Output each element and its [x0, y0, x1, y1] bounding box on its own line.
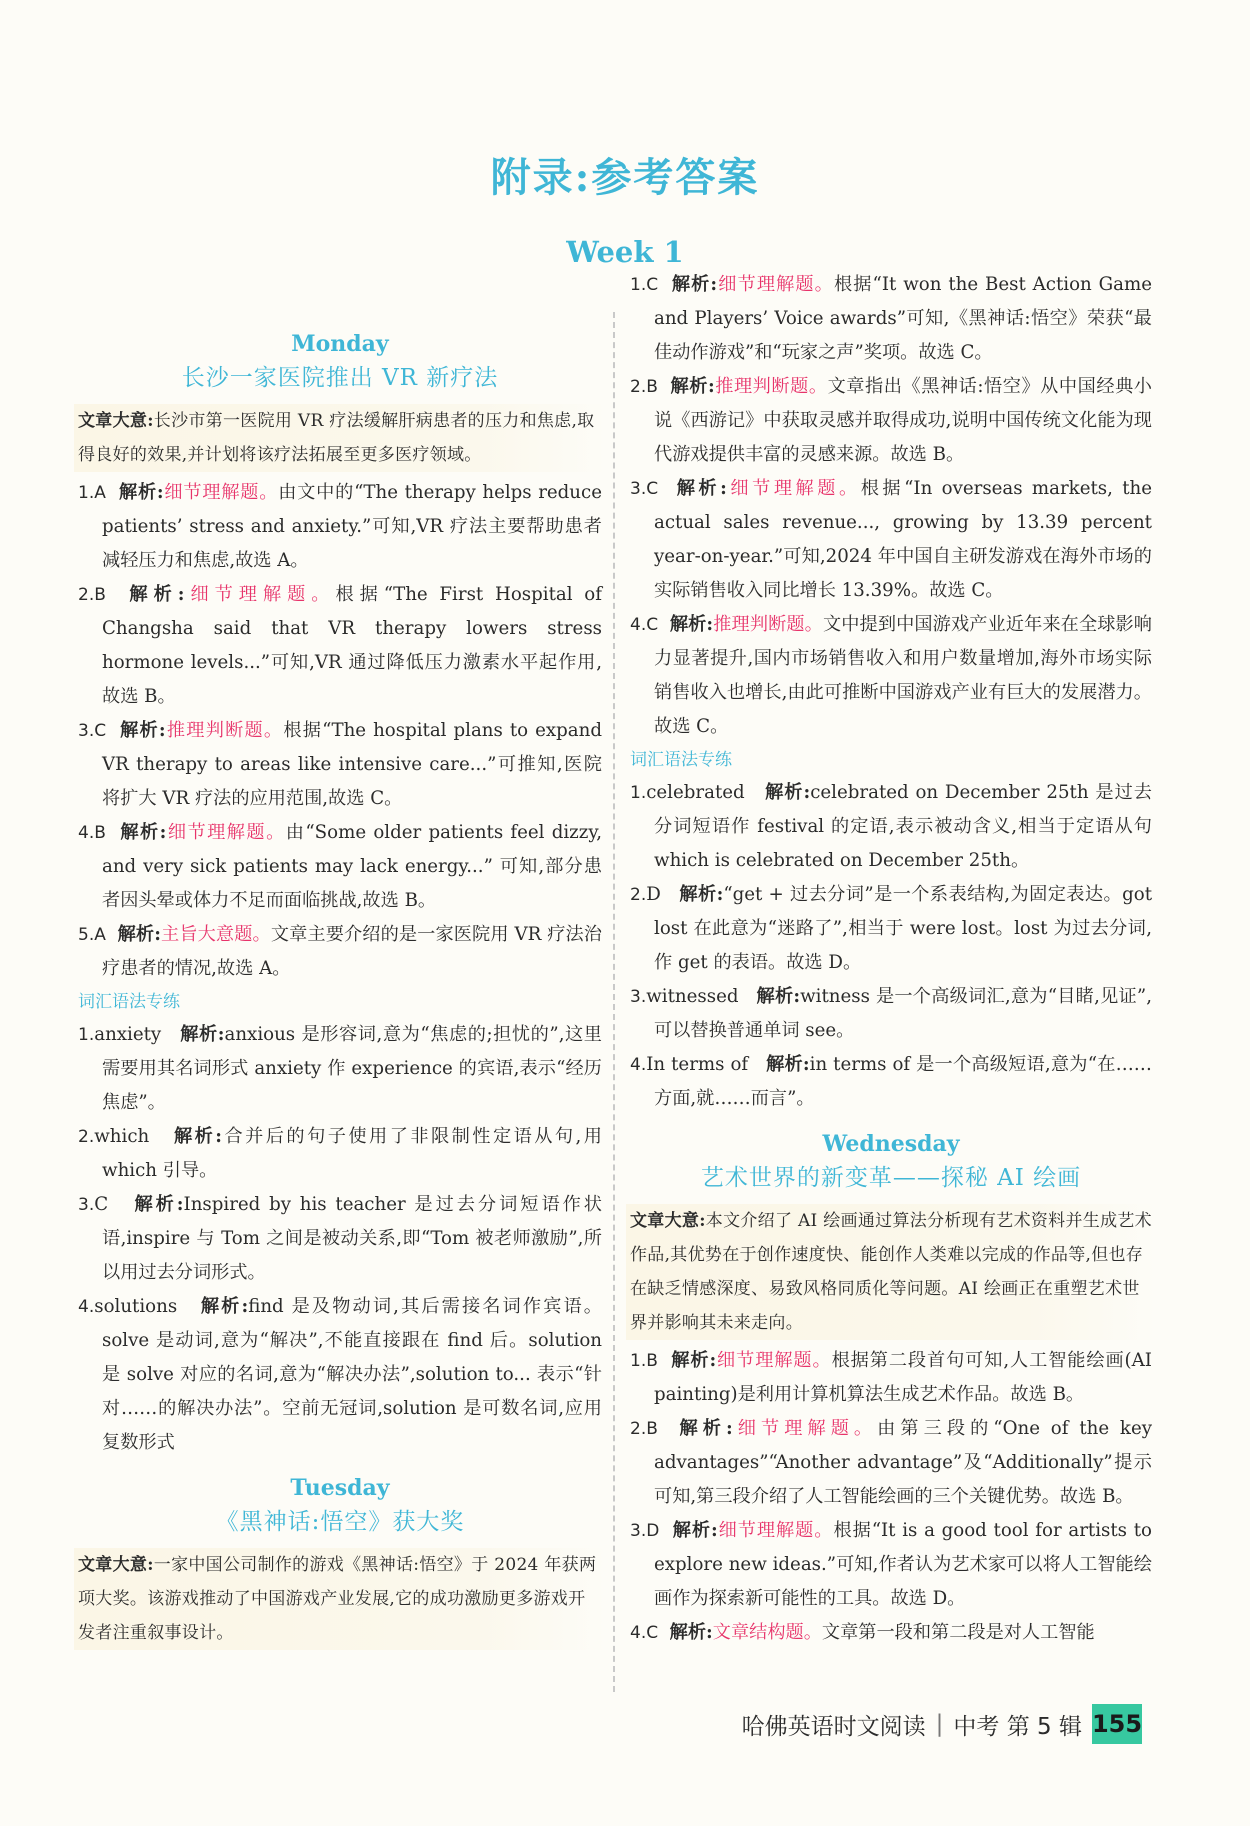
- vocab-text: in terms of 是一个高级短语,意为“在……方面,就……而言”。: [654, 1054, 1152, 1109]
- summary-label: 文章大意:: [78, 1555, 154, 1575]
- vocab-answer: D: [646, 884, 661, 905]
- question-type-tag: 细节理解题。: [732, 1418, 878, 1439]
- answer-text: 根据“The hospital plans to expand VR therapy to areas like intensive care...”可推知,医院将扩大 VR 疗法的应用范围,故选 C。: [102, 720, 602, 809]
- article-title-wednesday: 艺术世界的新变革——探秘 AI 绘画: [700, 1165, 1082, 1191]
- day-heading-tuesday: Tuesday: [290, 1475, 390, 1501]
- summary-tuesday: [74, 1548, 606, 1650]
- answer-item: [78, 476, 602, 578]
- answer-label: 解析:: [120, 822, 167, 843]
- summary-text: 长沙市第一医院用 VR 疗法缓解肝病患者的压力和焦虑,取得良好的效果,并计划将该疗法拓展至更多医疗领域。: [78, 411, 595, 465]
- vocab-item: [78, 1290, 602, 1460]
- answer-item: [78, 714, 602, 816]
- column-divider: [613, 312, 615, 1692]
- answer-text: 由第三段的“One of the key advantages”“Another advantage”及“Additionally”提示可知,第三段介绍了人工智能绘画的三个关键优势。故选 B。: [654, 1418, 1152, 1507]
- answer-number: 3.C: [78, 721, 107, 741]
- question-type-tag: 推理判断题。: [714, 376, 828, 397]
- day-heading-monday: Monday: [291, 331, 389, 357]
- question-type-tag: 主旨大意题。: [160, 924, 271, 945]
- page-footer: [742, 1702, 1142, 1746]
- answer-text: 根据“It is a good tool for artists to explore new ideas.”可知,作者认为艺术家可以将人工智能绘画作为探索新可能性的工具。故选 D。: [654, 1520, 1152, 1609]
- vocab-number: 1.: [630, 783, 647, 803]
- day-heading-wednesday: Wednesday: [822, 1131, 960, 1157]
- answer-label: 解析:: [671, 1350, 717, 1371]
- vocab-answer: solutions: [94, 1296, 178, 1317]
- answer-label: 解析:: [200, 1296, 249, 1317]
- vocab-text: 合并后的句子使用了非限制性定语从句,用 which 引导。: [102, 1126, 602, 1181]
- answer-label: 解析:: [766, 1054, 810, 1075]
- footer-separator: |: [935, 1711, 944, 1737]
- answer-label: 解析:: [173, 1126, 223, 1147]
- answer-number: 2.B: [630, 377, 658, 397]
- summary-monday: [74, 404, 606, 472]
- vocab-item: [630, 980, 1152, 1048]
- answer-text: 根据“It won the Best Action Game and Players’ Voice awards”可知,《黑神话:悟空》荣获“最佳动作游戏”和“玩家之声”奖项。故选 C。: [654, 274, 1152, 363]
- answer-item: [78, 918, 602, 986]
- answer-text: 文中提到中国游戏产业近年来在全球影响力显著提升,国内市场销售收入和用户数量增加,海外市场实际销售收入也增长,由此可推断中国游戏产业有巨大的发展潜力。故选 C。: [654, 614, 1152, 737]
- vocab-answer: witnessed: [646, 986, 739, 1007]
- question-type-tag: 推理判断题。: [713, 614, 823, 635]
- question-type-tag: 细节理解题。: [163, 482, 279, 503]
- answer-number: 4.B: [78, 823, 106, 843]
- answer-label: 解析:: [117, 924, 161, 945]
- vocab-item: [78, 1120, 602, 1188]
- article-title-tuesday: 《黑神话:悟空》获大奖: [215, 1509, 465, 1535]
- answer-label: 解析:: [676, 478, 727, 499]
- answer-number: 1.B: [630, 1351, 658, 1371]
- answer-label: 解析:: [180, 1024, 225, 1045]
- question-type-tag: 推理判断题。: [165, 720, 284, 741]
- summary-label: 文章大意:: [630, 1211, 706, 1231]
- answer-number: 5.A: [78, 925, 106, 945]
- answer-text: 由“Some older patients feel dizzy, and very sick patients may lack energy...” 可知,部分患者因头晕或体力不足而面临挑战,故选 B。: [102, 822, 602, 911]
- answer-item: [630, 1344, 1152, 1412]
- answer-item: [630, 472, 1152, 608]
- week-title: Week 1: [566, 235, 684, 269]
- vocab-text: Inspired by his teacher 是过去分词短语作状语,inspire 与 Tom 之间是被动关系,即“Tom 被老师激励”,所以用过去分词形式。: [102, 1194, 602, 1283]
- answer-text: 文章第一段和第二段是对人工智能: [821, 1622, 1095, 1643]
- vocab-item: [78, 1188, 602, 1290]
- answer-label: 解析:: [672, 1520, 718, 1541]
- answer-item: [630, 1514, 1152, 1616]
- vocab-number: 4.: [78, 1297, 95, 1317]
- answer-item: [630, 1616, 1152, 1650]
- answer-number: 4.C: [630, 1623, 659, 1643]
- question-type-tag: 细节理解题。: [184, 584, 336, 605]
- answer-item: [78, 816, 602, 918]
- vocab-item: [630, 776, 1152, 878]
- answer-label: 解析:: [679, 884, 724, 905]
- edition-label: 中考 第 5 辑: [953, 1713, 1082, 1740]
- answer-number: 2.B: [630, 1419, 658, 1439]
- answer-label: 解析:: [120, 720, 166, 741]
- answer-text: 文章指出《黑神话:悟空》从中国经典小说《西游记》中获取灵感并取得成功,说明中国传统文化能为现代游戏提供丰富的灵感来源。故选 B。: [654, 376, 1152, 465]
- question-type-tag: 细节理解题。: [716, 1350, 832, 1371]
- vocab-section-heading: 词汇语法专练: [630, 750, 732, 770]
- answer-label: 解析:: [134, 1194, 184, 1215]
- answer-label: 解析:: [129, 584, 185, 605]
- answer-label: 解析:: [679, 1418, 733, 1439]
- summary-text: 本文介绍了 AI 绘画通过算法分析现有艺术资料并生成艺术作品,其优势在于创作速度快、能创作人类难以完成的作品等,但也存在缺乏情感深度、易致风格同质化等问题。AI 绘画正在重塑艺术世界并影响其未来走向。: [630, 1211, 1152, 1333]
- question-type-tag: 文章结构题。: [712, 1622, 822, 1643]
- vocab-answer: C: [94, 1194, 109, 1215]
- page-title: 附录:参考答案: [490, 154, 760, 201]
- summary-text: 一家中国公司制作的游戏《黑神话:悟空》于 2024 年获两项大奖。该游戏推动了中国游戏产业发展,它的成功激励更多游戏开发者注重叙事设计。: [78, 1555, 597, 1643]
- vocab-text: find 是及物动词,其后需接名词作宾语。solve 是动词,意为“解决”,不能直接跟在 find 后。solution 是 solve 对应的名词,意为“解决办法”,solution to... 表示“针对……的解决办法”。空前无冠词,solution 是可数名词,应用复数形式: [102, 1296, 602, 1453]
- vocab-answer: which: [94, 1126, 150, 1147]
- vocab-text: celebrated on December 25th 是过去分词短语作 festival 的定语,表示被动含义,相当于定语从句 which is celebrated on December 25th。: [654, 782, 1152, 871]
- question-type-tag: 细节理解题。: [717, 274, 834, 295]
- answer-text: 根据“In overseas markets, the actual sales revenue..., growing by 13.39 percent year-on-year.”可知,2024 年中国自主研发游戏在海外市场的实际销售收入同比增长 13.39%。故选 C。: [654, 478, 1152, 601]
- answer-text: 根据“The First Hospital of Changsha said that VR therapy lowers stress hormone levels...”可知,VR 通过降低压力激素水平起作用,故选 B。: [102, 584, 602, 707]
- summary-wednesday: [626, 1204, 1156, 1340]
- answer-label: 解析:: [756, 986, 801, 1007]
- question-type-tag: 细节理解题。: [166, 822, 286, 843]
- answer-item: [630, 1412, 1152, 1514]
- vocab-answer: In terms of: [646, 1054, 749, 1075]
- question-type-tag: 细节理解题。: [717, 1520, 834, 1541]
- answer-label: 解析:: [669, 1622, 713, 1643]
- vocab-item: [630, 878, 1152, 980]
- answer-label: 解析:: [118, 482, 164, 503]
- left-column: [78, 316, 602, 1654]
- answer-number: 2.B: [78, 585, 106, 605]
- vocab-text: “get + 过去分词”是一个系表结构,为固定表达。got lost 在此意为“迷路了”,相当于 were lost。lost 为过去分词,作 get 的表语。故选 D。: [654, 884, 1152, 973]
- answer-item: [630, 268, 1152, 370]
- vocab-number: 2.: [78, 1127, 95, 1147]
- vocab-item: [630, 1048, 1152, 1116]
- vocab-number: 2.: [630, 885, 647, 905]
- article-title-monday: 长沙一家医院推出 VR 新疗法: [181, 365, 499, 391]
- answer-text: 文章主要介绍的是一家医院用 VR 疗法治疗患者的情况,故选 A。: [102, 924, 602, 979]
- answer-text: 由文中的“The therapy helps reduce patients’ stress and anxiety.”可知,VR 疗法主要帮助患者减轻压力和焦虑,故选 A。: [102, 482, 602, 571]
- vocab-number: 1.: [78, 1025, 95, 1045]
- answer-number: 3.C: [630, 479, 659, 499]
- answer-label: 解析:: [669, 614, 714, 635]
- question-type-tag: 细节理解题。: [726, 478, 861, 499]
- vocab-number: 3.: [78, 1195, 95, 1215]
- answer-text: 根据第二段首句可知,人工智能绘画(AI painting)是利用计算机算法生成艺术作品。故选 B。: [654, 1350, 1152, 1405]
- answer-item: [630, 608, 1152, 744]
- answer-number: 1.C: [630, 275, 659, 295]
- answer-label: 解析:: [671, 274, 718, 295]
- answer-label: 解析:: [670, 376, 715, 397]
- vocab-item: [78, 1018, 602, 1120]
- vocab-section-heading: 词汇语法专练: [78, 992, 180, 1012]
- answer-item: [78, 578, 602, 714]
- answer-number: 4.C: [630, 615, 659, 635]
- vocab-answer: anxiety: [94, 1024, 162, 1045]
- magazine-name: 哈佛英语时文阅读: [741, 1713, 926, 1740]
- answer-label: 解析:: [765, 782, 811, 803]
- vocab-answer: celebrated: [646, 782, 745, 803]
- vocab-text: anxious 是形容词,意为“焦虑的;担忧的”,这里需要用其名词形式 anxiety 作 experience 的宾语,表示“经历焦虑”。: [102, 1024, 602, 1113]
- right-column: [630, 268, 1152, 1650]
- vocab-number: 4.: [630, 1055, 647, 1075]
- answer-item: [630, 370, 1152, 472]
- vocab-number: 3.: [630, 987, 647, 1007]
- answer-number: 3.D: [630, 1521, 660, 1541]
- vocab-text: witness 是一个高级词汇,意为“目睹,见证”,可以替换普通单词 see。: [654, 986, 1153, 1041]
- summary-label: 文章大意:: [78, 411, 154, 431]
- answer-number: 1.A: [78, 483, 106, 503]
- page-number: 155: [1092, 1704, 1142, 1744]
